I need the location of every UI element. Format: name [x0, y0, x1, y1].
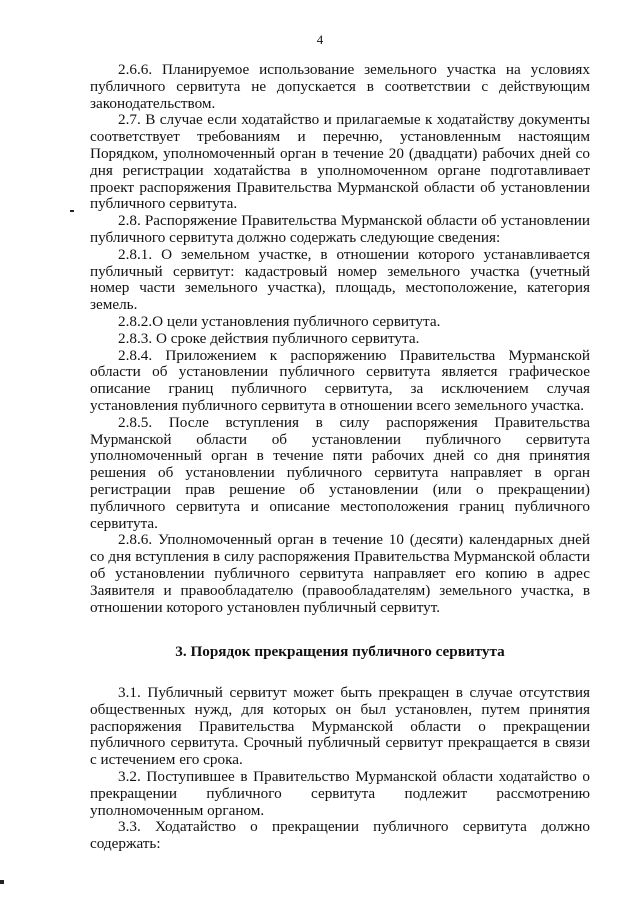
paragraph-2-8-5: 2.8.5. После вступления в силу распоряжения Правительства Мурманской области об установлении публичного сервитута уполномоченный орган в течение пяти рабочих дней со дня принятия решения об установлении публичного сервитута направляет в орган регистрации прав решение об установлении (или о прекращении) публичного сервитута и описание местоположения границ публичного сервитута. [90, 413, 590, 532]
page-number: 4 [316, 32, 324, 47]
scan-mark-left-bottom [0, 880, 4, 884]
paragraph-2-8: 2.8. Распоряжение Правительства Мурманской области об установлении публичного сервитута должно содержать следующие сведения: [90, 212, 590, 246]
paragraph-2-8-4: 2.8.4. Приложением к распоряжению Правительства Мурманской области об установлении публичного сервитута является графическое описание границ публичного сервитута, за исключением случая установления публичного сервитута в отношении всего земельного участка. [90, 346, 590, 414]
paragraph-3-2: 3.2. Поступившее в Правительство Мурманской области ходатайство о прекращении публичного сервитута подлежит рассмотрению уполномоченным органом. [90, 768, 590, 819]
document-body [90, 62, 590, 853]
paragraph-2-8-6: 2.8.6. Уполномоченный орган в течение 10 (десяти) календарных дней со дня вступления в силу распоряжения Правительства Мурманской области об установлении публичного сервитута направляет его копию в адрес Заявителя и правообладателю (правообладателям) земельного участка, в отношении которого установлен публичный сервитут. [90, 531, 590, 616]
paragraph-2-8-1: 2.8.1. О земельном участке, в отношении которого устанавливается публичный сервитут: кадастровый номер земельного участка (учетный номер части земельного участка), площадь, местоположение, категория земель. [90, 245, 590, 314]
section-heading: 3. Порядок прекращения публичного сервитута [175, 643, 505, 661]
paragraph-2-8-2: 2.8.2.О цели установления публичного сервитута. [118, 312, 441, 330]
paragraph-2-7: 2.7. В случае если ходатайство и прилагаемые к ходатайству документы соответствует требованиям и перечню, установленным настоящим Порядком, уполномоченный орган в течение 20 (двадцати) рабочих дней со дня регистрации ходатайства в уполномоченном органе подготавливает проект распоряжения Правительства Мурманской области об установлении публичного сервитута. [90, 111, 590, 213]
paragraph-3-1: 3.1. Публичный сервитут может быть прекращен в случае отсутствия общественных нужд, для которых он был установлен, путем принятия распоряжения Правительства Мурманской области о прекращении публичного сервитута. Срочный публичный сервитут прекращается в связи с истечением его срока. [90, 684, 590, 769]
paragraph-3-3: 3.3. Ходатайство о прекращении публичного сервитута должно содержать: [90, 818, 590, 853]
paragraph-2-6-6: 2.6.6. Планируемое использование земельного участка на условиях публичного сервитута не допускается в соответствии с действующим законодательством. [90, 61, 590, 112]
scan-mark-left-top [70, 210, 74, 212]
paragraph-2-8-3: 2.8.3. О сроке действия публичного сервитута. [118, 329, 420, 347]
